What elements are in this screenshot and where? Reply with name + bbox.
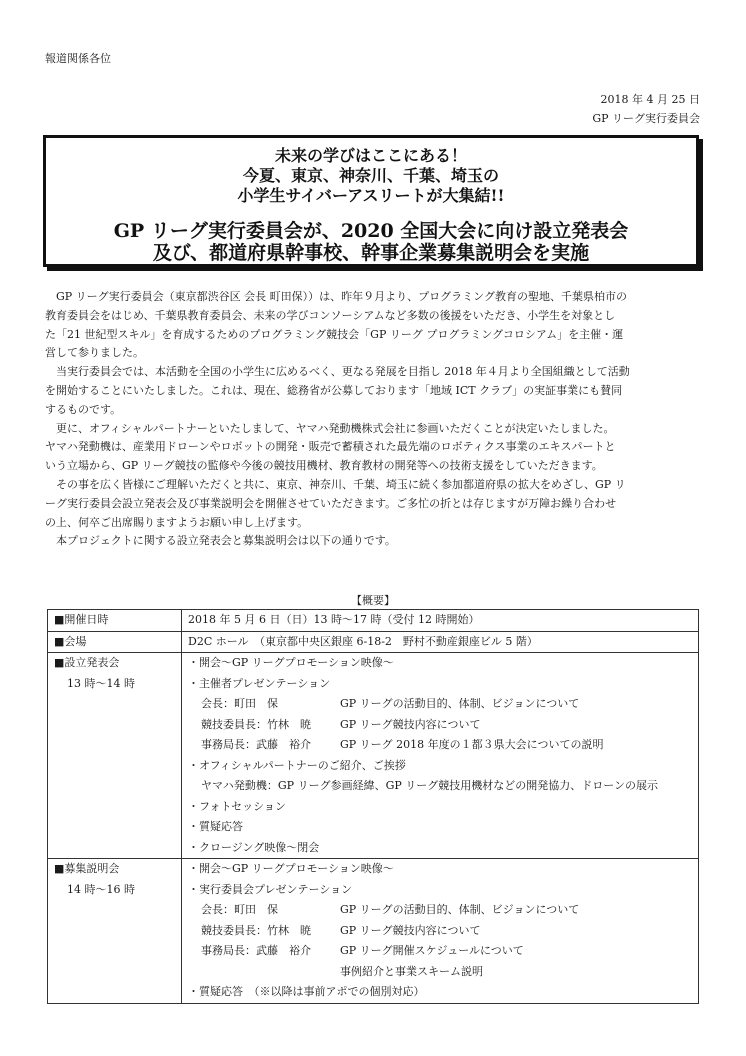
paragraph-5: [45, 532, 701, 551]
table-row: [48, 859, 699, 1004]
text-line: 教育委員会をはじめ、千葉県教育委員会、未来の学びコンソーシアムなど多数の後援をいただき、小学生を対象とし: [45, 308, 616, 322]
recruit-program: [182, 859, 699, 1004]
headline-line-2: 今夏、東京、神奈川、千葉、埼玉の: [242, 166, 499, 185]
paragraph-4: [45, 476, 701, 532]
headline-line-5: 及び、都道府県幹事校、幹事企業募集説明会を実施: [152, 242, 590, 264]
paragraph-2: [45, 363, 701, 419]
list-item: ・フォトセッション: [188, 799, 286, 813]
text-line: 当実行委員会では、本活動を全国の小学生に広めるべく、更なる発展を目指し 2018 年４月より全国組織として活動: [45, 365, 630, 379]
list-item: ヤマハ発動機：GP リーグ参画経緯、GP リーグ競技用機材などの開発協力、ドローンの展示: [201, 779, 659, 792]
launch-program: [182, 653, 699, 859]
venue-value: D2C ホール （東京都中央区銀座 6-18-2 野村不動産銀座ビル 5 階）: [182, 631, 699, 653]
text-line: の上、何卒ご出席賜りますようお願い申し上げます。: [45, 515, 309, 529]
headline-line-1: 未来の学びはここにある！: [274, 146, 467, 165]
paragraph-1: [45, 288, 701, 363]
launch-label: ■設立発表会 13 時～14 時: [48, 653, 182, 859]
list-item: 事務局長：武藤 裕介 GP リーグ開催スケジュールについて: [201, 944, 524, 957]
text-line: その事を広く皆様にご理解いただくと共に、東京、神奈川、千葉、埼玉に続く参加都道府県の拡大をめざし、GP リ: [45, 477, 626, 491]
launch-time: 13 時～14 時: [67, 676, 135, 690]
list-item: ・開会～GP リーグプロモーション映像～: [188, 862, 394, 875]
list-item: ・クロージング映像～閉会: [188, 840, 320, 854]
text-line: ヤマハ発動機は、産業用ドローンやロボットの開発・販売で蓄積された最先端のロボティクス事業のエキスパートと: [45, 440, 616, 454]
date-label: ■開催日時: [48, 610, 182, 632]
date-value: 2018 年 5 月 6 日（日）13 時～17 時（受付 12 時開始）: [182, 610, 699, 632]
overview-title: 【概要】: [351, 594, 395, 607]
text-line: を開始することにいたしました。これは、現在、総務省が公募しております「地域 ICT クラブ」の実証事業にも賛同: [45, 383, 623, 397]
table-row: [48, 653, 699, 859]
list-item: 競技委員長：竹林 暁 GP リーグ競技内容について: [201, 923, 481, 937]
table-row: [48, 610, 699, 632]
text-line: 更に、オフィシャルパートナーといたしまして、ヤマハ発動機株式会社に参画いただくことが決定いたしました。: [45, 421, 615, 435]
release-date: 2018 年 4 月 25 日: [600, 93, 700, 106]
body-text: [45, 288, 701, 551]
list-item: ・質疑応答: [188, 820, 243, 833]
list-item: 会長：町田 保 GP リーグの活動目的、体制、ビジョンについて: [201, 697, 580, 710]
headline-line-3: 小学生サイバーアスリートが大集結!!: [237, 186, 505, 205]
venue-label: ■会場: [48, 631, 182, 653]
list-item: ・実行委員会プレゼンテーション: [188, 882, 353, 896]
list-item: ・主催者プレゼンテーション: [188, 676, 331, 690]
text-line: するものです。: [45, 402, 122, 416]
recruit-time: 14 時～16 時: [67, 882, 135, 896]
headline-box: [43, 135, 699, 267]
list-item: 会長：町田 保 GP リーグの活動目的、体制、ビジョンについて: [201, 903, 580, 916]
table-row: [48, 631, 699, 653]
addressee: 報道関係各位: [45, 52, 111, 65]
list-item: 事例紹介と事業スキーム説明: [340, 964, 483, 978]
recruit-label: ■募集説明会 14 時～16 時: [48, 859, 182, 1004]
text-line: 本プロジェクトに関する設立発表会と募集説明会は以下の通りです。: [45, 534, 396, 548]
overview-table: [47, 609, 699, 1004]
list-item: 事務局長：武藤 裕介 GP リーグ 2018 年度の１都３県大会についての説明: [201, 738, 604, 751]
text-line: いう立場から、GP リーグ競技の監修や今後の競技用機材、教育教材の開発等への技術支援をしていただきます。: [45, 459, 603, 473]
issuer: GP リーグ実行委員会: [592, 112, 700, 125]
text-line: 営して参りました。: [45, 346, 144, 360]
text-line: た「21 世紀型スキル」を育成するためのプログラミング競技会「GP リーグ プログラミングコロシアム」を主催・運: [45, 327, 624, 341]
list-item: ・質疑応答 （※以降は事前アポでの個別対応）: [188, 985, 425, 998]
text-line: ーグ実行委員会設立発表会及び事業説明会を開催させていただきます。ご多忙の折とは存じますが万障お繰り合わせ: [45, 496, 617, 510]
list-item: ・開会～GP リーグプロモーション映像～: [188, 656, 394, 669]
paragraph-3: [45, 420, 701, 476]
headline-line-4: GP リーグ実行委員会が、2020 全国大会に向け設立発表会: [113, 220, 629, 242]
list-item: 競技委員長：竹林 暁 GP リーグ競技内容について: [201, 717, 481, 731]
list-item: ・オフィシャルパートナーのご紹介、ご挨拶: [188, 758, 406, 772]
text-line: GP リーグ実行委員会（東京都渋谷区 会長 町田保））は、昨年９月より、プログラミング教育の聖地、千葉県柏市の: [45, 290, 627, 303]
